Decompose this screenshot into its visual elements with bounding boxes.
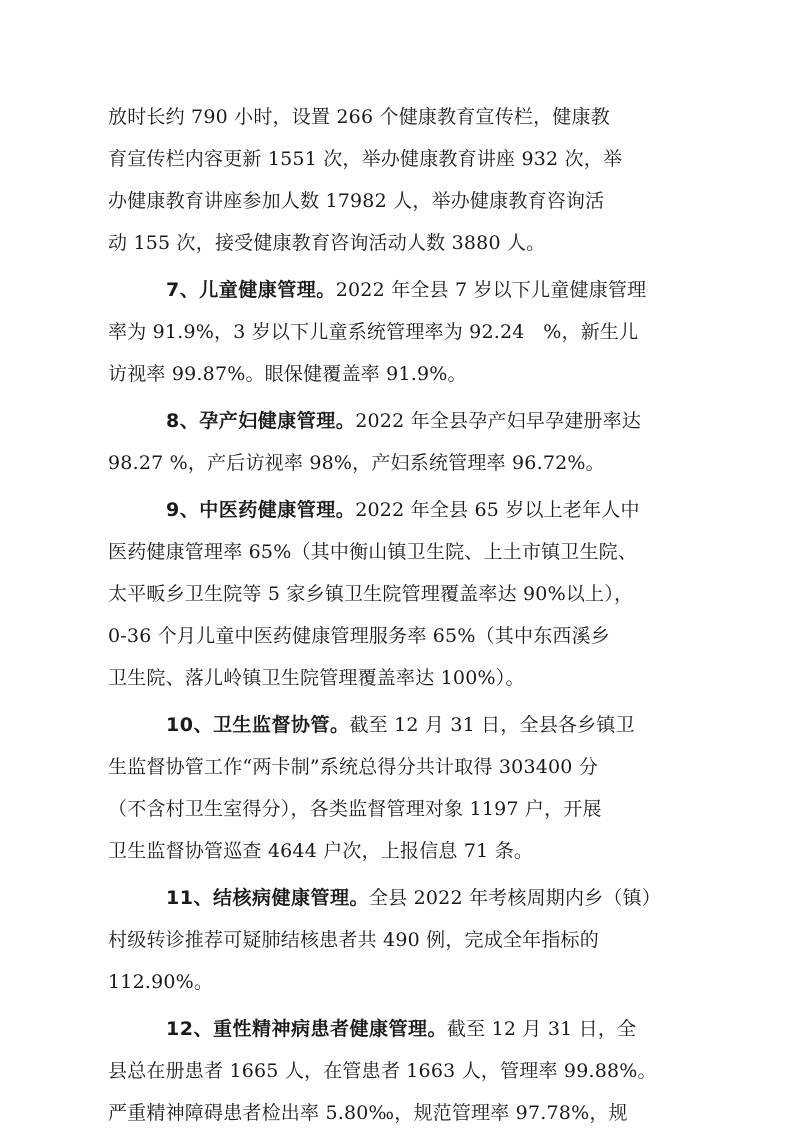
text-line: [108, 269, 690, 311]
section-heading: 10、卫生监督协管。: [166, 714, 350, 736]
text-line: 育宣传栏内容更新 1551 次，举办健康教育讲座 932 次，举: [108, 148, 623, 170]
text-span: 2022 年全县 7 岁以下儿童健康管理: [335, 279, 647, 301]
text-line: [108, 877, 690, 919]
text-span: 2022 年全县 65 岁以上老年人中: [355, 499, 640, 521]
text-line: 县总在册患者 1665 人，在管患者 1663 人，管理率 99.88%。: [108, 1060, 657, 1082]
text-line: 动 155 次，接受健康教育咨询活动人数 3880 人。: [108, 232, 546, 254]
paragraph-item-7: [108, 269, 690, 395]
text-span: 截至 12 月 31 日，全县各乡镇卫: [349, 714, 635, 736]
text-line: 0-36 个月儿童中医药健康管理服务率 65%（其中东西溪乡: [108, 625, 610, 647]
text-span: 全县 2022 年考核周期内乡（镇）: [368, 887, 661, 909]
text-line: 太平畈乡卫生院等 5 家乡镇卫生院管理覆盖率达 90%以上），: [108, 583, 634, 605]
paragraph-item-10: [108, 704, 690, 872]
paragraph-item-12: [108, 1008, 690, 1134]
paragraph-intro: [108, 96, 690, 264]
text-line: 严重精神障碍患者检出率 5.80‰，规范管理率 97.78%，规: [108, 1102, 628, 1124]
section-heading: 12、重性精神病患者健康管理。: [166, 1018, 447, 1040]
section-heading: 8、孕产妇健康管理。: [166, 410, 356, 432]
section-heading: 9、中医药健康管理。: [166, 499, 356, 521]
text-line: 村级转诊推荐可疑肺结核患者共 490 例，完成全年指标的: [108, 929, 599, 951]
text-line: 生监督协管工作“两卡制”系统总得分共计取得 303400 分: [108, 756, 599, 778]
document-page: [108, 96, 690, 1134]
text-span: 2022 年全县孕产妇早孕建册率达: [355, 410, 642, 432]
text-line: [108, 704, 690, 746]
paragraph-item-9: [108, 489, 690, 699]
section-heading: 11、结核病健康管理。: [166, 887, 369, 909]
text-line: 卫生院、落儿岭镇卫生院管理覆盖率达 100%）。: [108, 667, 525, 689]
text-line: （不含村卫生室得分），各类监督管理对象 1197 户，开展: [108, 798, 602, 820]
text-line: 率为 91.9%，3 岁以下儿童系统管理率为 92.24 %，新生儿: [108, 321, 639, 343]
paragraph-item-8: [108, 400, 690, 484]
text-line: 访视率 99.87%。眼保健覆盖率 91.9%。: [108, 363, 467, 385]
text-line: [108, 400, 690, 442]
text-span: 截至 12 月 31 日，全: [446, 1018, 637, 1040]
paragraph-item-11: [108, 877, 690, 1003]
section-heading: 7、儿童健康管理。: [166, 279, 336, 301]
text-line: 98.27 %，产后访视率 98%，产妇系统管理率 96.72%。: [108, 452, 605, 474]
text-line: [108, 489, 690, 531]
text-line: 112.90%。: [108, 971, 214, 993]
text-line: 卫生监督协管巡查 4644 户次，上报信息 71 条。: [108, 840, 534, 862]
text-line: [108, 1008, 690, 1050]
text-line: 办健康教育讲座参加人数 17982 人，举办健康教育咨询活: [108, 190, 605, 212]
text-line: 医药健康管理率 65%（其中衡山镇卫生院、上土市镇卫生院、: [108, 541, 638, 563]
text-line: 放时长约 790 小时，设置 266 个健康教育宣传栏，健康教: [108, 106, 610, 128]
